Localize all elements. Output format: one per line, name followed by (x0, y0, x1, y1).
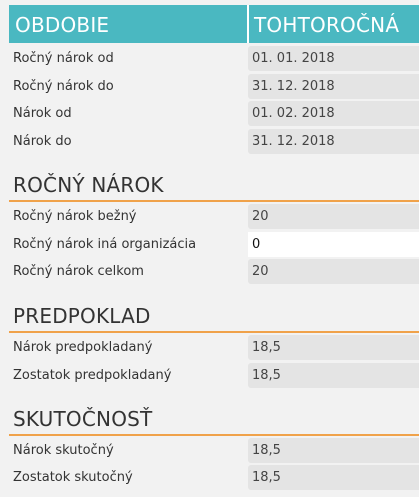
row-value: 18,5 (248, 438, 419, 463)
other-org-input[interactable] (248, 232, 419, 257)
row-value: 18,5 (248, 363, 419, 388)
row-label: Nárok do (13, 134, 72, 149)
header-period-label: OBDOBIE (15, 13, 110, 37)
row-value: 20 (248, 259, 419, 284)
row-value: 01. 01. 2018 (248, 46, 419, 71)
row-value: 18,5 (248, 335, 419, 360)
section-title-annual: ROČNÝ NÁROK (13, 173, 164, 197)
header-divider (247, 5, 249, 43)
row-label: Nárok od (13, 106, 72, 121)
section-divider (9, 434, 419, 436)
row-entitlement-from (9, 100, 419, 127)
header-year-label: TOHTOROČNÁ (254, 13, 400, 37)
row-entitlement-to (9, 128, 419, 155)
row-actual-entitlement (9, 437, 419, 464)
row-value: 20 (248, 204, 419, 229)
row-annual-to (9, 73, 419, 100)
row-annual-regular (9, 203, 419, 230)
row-label: Nárok predpokladaný (13, 340, 153, 355)
row-expected-balance (9, 362, 419, 389)
row-label: Ročný nárok do (13, 79, 114, 94)
row-annual-total (9, 258, 419, 285)
row-label: Zostatok skutočný (13, 470, 133, 485)
row-label: Ročný nárok od (13, 51, 114, 66)
section-divider (9, 200, 419, 202)
row-value: 01. 02. 2018 (248, 101, 419, 126)
row-annual-from (9, 45, 419, 72)
table-header (9, 5, 419, 43)
row-label: Nárok skutočný (13, 443, 114, 458)
row-actual-balance (9, 464, 419, 491)
row-label: Zostatok predpokladaný (13, 368, 172, 383)
row-annual-other-org (9, 231, 419, 258)
section-divider (9, 331, 419, 333)
row-value: 18,5 (248, 465, 419, 490)
section-title-actual: SKUTOČNOSŤ (13, 407, 153, 431)
row-expected-entitlement (9, 334, 419, 361)
row-value: 31. 12. 2018 (248, 129, 419, 154)
row-label: Ročný nárok celkom (13, 264, 144, 279)
section-title-expected: PREDPOKLAD (13, 304, 151, 328)
row-label: Ročný nárok iná organizácia (13, 237, 197, 252)
row-label: Ročný nárok bežný (13, 209, 137, 224)
row-value: 31. 12. 2018 (248, 74, 419, 99)
